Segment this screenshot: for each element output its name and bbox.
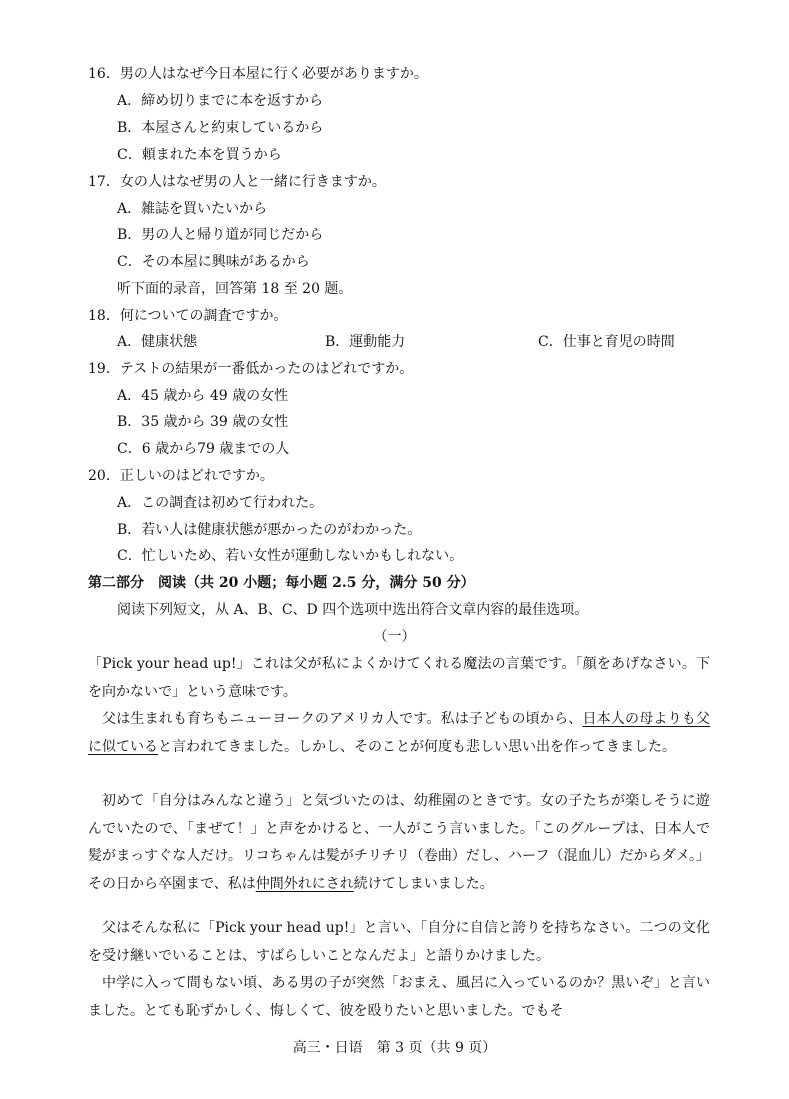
q19-option-b: B．35 歳から 39 歳の女性 xyxy=(117,414,289,430)
q18-option-a: A．健康状態 xyxy=(117,334,198,350)
passage-paragraph-1: 「Pick your head up!」これは父が私によくかけてくれる魔法の言葉です。「顔をあげなさい。下を向かないで」という意味です。 xyxy=(88,656,710,700)
section-label: （一） xyxy=(373,629,416,645)
q17-option-a: A．雑誌を買いたいから xyxy=(117,201,268,217)
page-footer: 高三・日语 第 3 页（共 9 页） xyxy=(292,1040,497,1056)
p3-text-a: 初めて「自分はみんなと違う」と気づいたのは、幼稚園のときです。女の子たちが楽しそうに遊んでいたので、「まぜて！」と声をかけると、一人がこう言いました。「このグループは、日本人で髪がまっすぐな人だけ。リコちゃんは髪がチリチリ（卷曲）だし、ハーフ（混血儿）だからダメ。」その日から卒園まで、私は xyxy=(88,793,710,892)
q16-option-a: A．締め切りまでに本を返すから xyxy=(117,93,324,109)
q20-option-c: C．忙しいため、若い女性が運動しないかもしれない。 xyxy=(117,548,464,564)
part2-instruction: 阅读下列短文，从 A、B、C、D 四个选项中选出符合文章内容的最佳选项。 xyxy=(117,602,589,618)
underlined-phrase-2: 仲間外れにされ xyxy=(255,875,354,892)
q16-option-c: C．頼まれた本を買うから xyxy=(117,147,282,163)
q17-option-c: C．その本屋に興味があるから xyxy=(117,254,310,270)
passage-paragraph-3 xyxy=(88,788,710,898)
q17-option-b: B．男の人と帰り道が同じだから xyxy=(117,227,324,243)
q19-option-a: A．45 歳から 49 歳の女性 xyxy=(117,388,289,404)
part2-heading: 第二部分 阅读（共 20 小题；每小题 2.5 分，满分 50 分） xyxy=(88,575,475,591)
passage-paragraph-5: 中学に入って間もない頃、ある男の子が突然「おまえ、風呂に入っているのか？黒いぞ」と言いました。とても恥ずかしく、悔しくて、彼を殴りたいと思いました。でもそ xyxy=(88,975,710,1019)
q18-option-c: C．仕事と育児の時間 xyxy=(538,334,675,350)
q19-option-c: C．6 歳から79 歳までの人 xyxy=(117,441,290,457)
q16-option-b: B．本屋さんと約束しているから xyxy=(117,120,324,136)
p2-text-b: と言われてきました。しかし、そのことが何度も悲しい思い出を作ってきました。 xyxy=(158,738,676,755)
underlined-phrase-1: 日本人の母よりも父に似ている xyxy=(88,711,710,755)
p2-text-a: 父は生まれも育ちもニューヨークのアメリカ人です。私は子どもの頃から、 xyxy=(102,711,583,727)
question-16: 16．男の人はなぜ今日本屋に行く必要がありますか。 xyxy=(88,66,428,82)
question-18: 18．何についての調査ですか。 xyxy=(88,308,288,324)
q20-option-b: B．若い人は健康状態が悪かったのがわかった。 xyxy=(117,522,422,538)
question-20: 20．正しいのはどれですか。 xyxy=(88,468,274,484)
p3-text-b: 続けてしまいました。 xyxy=(353,875,494,892)
q18-option-b: B．運動能力 xyxy=(325,334,406,350)
listening-instruction: 听下面的录音，回答第 18 至 20 题。 xyxy=(117,281,353,297)
passage-paragraph-4: 父はそんな私に「Pick your head up!」と言い、「自分に自信と誇りを持ちなさい。二つの文化を受け継いでいることは、すばらしいことなんだよ」と語りかけました。 xyxy=(88,920,710,964)
q20-option-a: A．この調査は初めて行われた。 xyxy=(117,495,324,511)
question-17: 17．女の人はなぜ男の人と一緒に行きますか。 xyxy=(88,174,386,190)
passage-paragraph-2 xyxy=(88,706,710,761)
question-19: 19．テストの結果が一番低かったのはどれですか。 xyxy=(88,361,414,377)
q18-options xyxy=(0,332,789,352)
